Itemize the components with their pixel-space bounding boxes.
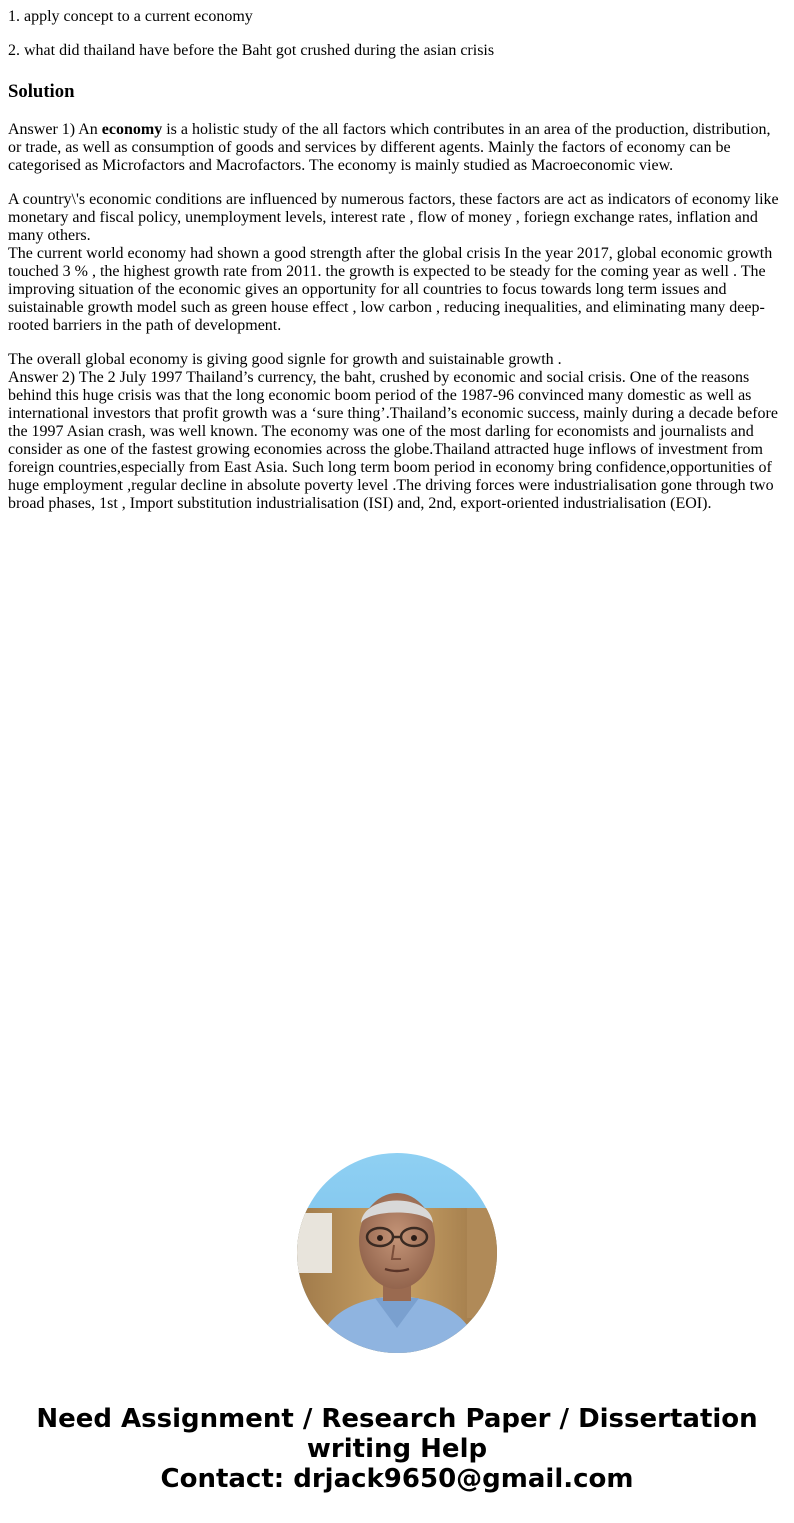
footer-contact-banner <box>0 1404 794 1494</box>
document-body <box>8 8 784 529</box>
avatar-portrait-image <box>297 1153 497 1353</box>
footer-contact-email: Contact: drjack9650@gmail.com <box>160 1464 634 1494</box>
answer-1-paragraph <box>8 121 784 175</box>
footer-line-1: Need Assignment / Research Paper / Dissertation <box>36 1404 758 1434</box>
world-economy-paragraph: The current world economy had shown a good strength after the global crisis In the year 2017, global economic growth touched 3 % , the highest growth rate from 2011. the growth is expected to be steady for the coming year as well . The improving situation of the economic gives an opportunity for all countries to focus towards long term issues and suistainable growth model such as green house effect , low carbon , reducing inequalities, and eliminating many deep-rooted barriers in the path of development. <box>8 245 773 334</box>
solution-heading: Solution <box>8 81 75 102</box>
answer-2-paragraph: Answer 2) The 2 July 1997 Thailand’s currency, the baht, crushed by economic and social crisis. One of the reasons behind this huge crisis was that the long economic boom period of the 1987-96 convinced many domestic as well as international investors that profit growth was a ‘sure thing’.Thailand’s economic success, mainly during a decade before the 1997 Asian crash, was well known. The economy was one of the most darling for economists and journalists and consider as one of the fastest growing economies across the globe.Thailand attracted huge inflows of investment from foreign countries,especially from East Asia. Such long term boom period in economy bring confidence,opportunities of huge employment ,regular decline in absolute poverty level .The driving forces were industrialisation gone through two broad phases, 1st , Import substitution industrialisation (ISI) and, 2nd, export-oriented industrialisation (EOI). <box>8 369 778 512</box>
avatar <box>297 1153 497 1353</box>
economic-factors-paragraph: A country\'s economic conditions are influenced by numerous factors, these factors are act as indicators of economy like monetary and fiscal policy, unemployment levels, interest rate , flow of money , foriegn exchange rates, inflation and many others. <box>8 191 779 244</box>
question-2: 2. what did thailand have before the Baht got crushed during the asian crisis <box>8 42 495 59</box>
answer-1-rest: is a holistic study of the all factors which contributes in an area of the production, distribution, or trade, as well as consumption of goods and services by different agents. Mainly the factors of economy can be categorised as Microfactors and Macrofactors. The economy is mainly studied as Macroeconomic view. <box>8 121 771 174</box>
question-1: 1. apply concept to a current economy <box>8 8 253 25</box>
answer-1-prefix: Answer 1) An <box>8 121 102 138</box>
global-outlook-paragraph: The overall global economy is giving good signle for growth and suistainable growth . <box>8 351 562 368</box>
answer-1-bold-term: economy <box>101 121 163 138</box>
footer-line-2: writing Help <box>306 1434 488 1464</box>
